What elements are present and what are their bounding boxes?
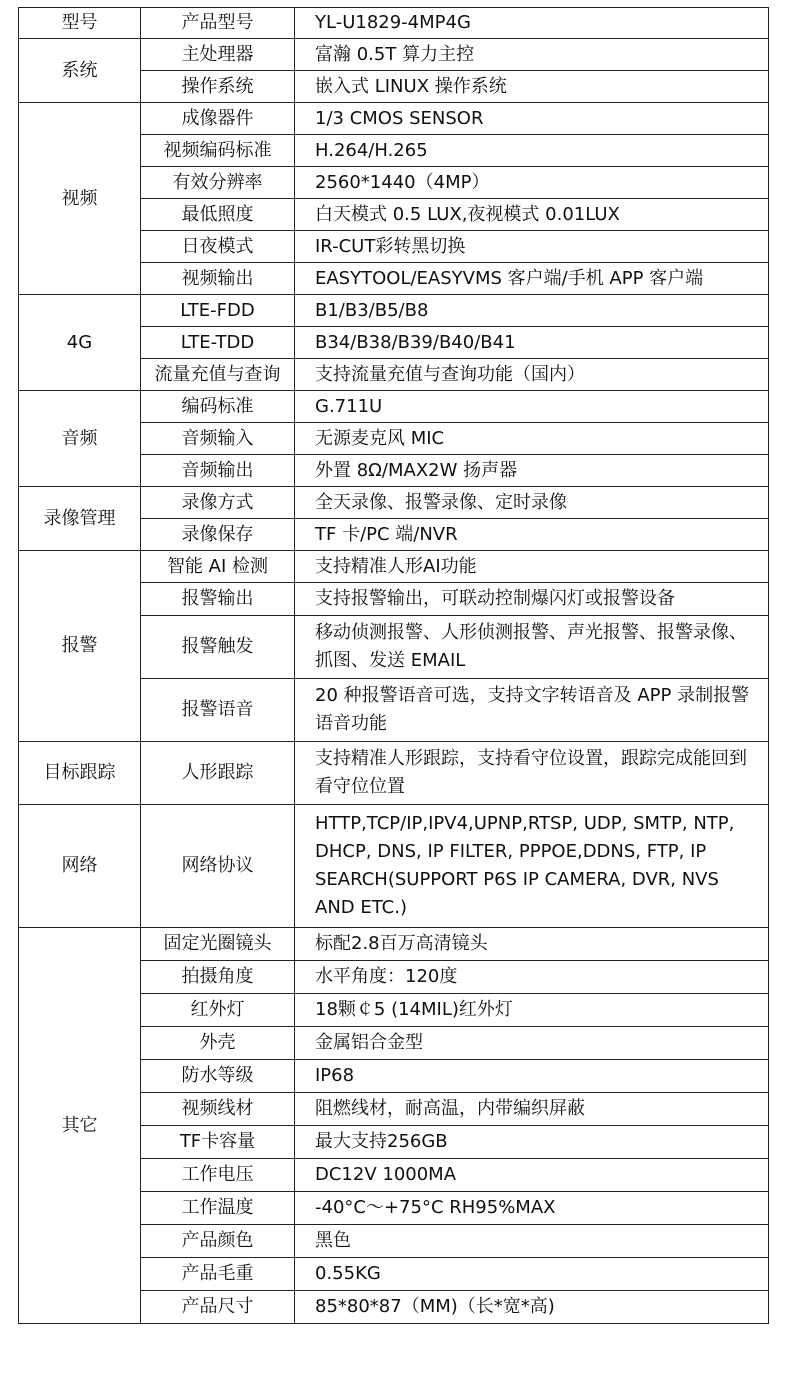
category-cell: 音频 xyxy=(19,391,141,487)
item-cell: 网络协议 xyxy=(141,805,295,928)
item-cell: 产品颜色 xyxy=(141,1225,295,1258)
item-cell: 录像方式 xyxy=(141,487,295,519)
item-cell: 视频输出 xyxy=(141,263,295,295)
item-cell: 日夜模式 xyxy=(141,231,295,263)
item-cell: 流量充值与查询 xyxy=(141,359,295,391)
item-cell: 音频输出 xyxy=(141,455,295,487)
category-cell: 其它 xyxy=(19,928,141,1324)
value-cell: B1/B3/B5/B8 xyxy=(295,295,769,327)
item-cell: 拍摄角度 xyxy=(141,961,295,994)
category-cell: 视频 xyxy=(19,103,141,295)
item-cell: 报警触发 xyxy=(141,616,295,679)
item-cell: 报警输出 xyxy=(141,583,295,616)
item-cell: 工作电压 xyxy=(141,1159,295,1192)
spec-row xyxy=(19,391,769,423)
value-cell: -40°C～+75°C RH95%MAX xyxy=(295,1192,769,1225)
category-cell: 4G xyxy=(19,295,141,391)
value-cell: 最大支持256GB xyxy=(295,1126,769,1159)
item-cell: 红外灯 xyxy=(141,994,295,1027)
value-cell: 全天录像、报警录像、定时录像 xyxy=(295,487,769,519)
item-cell: 智能 AI 检测 xyxy=(141,551,295,583)
item-cell: 产品尺寸 xyxy=(141,1291,295,1324)
value-cell: IP68 xyxy=(295,1060,769,1093)
item-cell: 外壳 xyxy=(141,1027,295,1060)
category-cell: 型号 xyxy=(19,8,141,39)
value-cell: 富瀚 0.5T 算力主控 xyxy=(295,39,769,71)
item-cell: TF卡容量 xyxy=(141,1126,295,1159)
spec-row xyxy=(19,742,769,805)
value-cell: B34/B38/B39/B40/B41 xyxy=(295,327,769,359)
value-cell: DC12V 1000MA xyxy=(295,1159,769,1192)
item-cell: 防水等级 xyxy=(141,1060,295,1093)
value-cell: 无源麦克风 MIC xyxy=(295,423,769,455)
value-cell: EASYTOOL/EASYVMS 客户端/手机 APP 客户端 xyxy=(295,263,769,295)
spec-table xyxy=(18,7,769,1324)
item-cell: 工作温度 xyxy=(141,1192,295,1225)
value-cell: 黑色 xyxy=(295,1225,769,1258)
value-cell: 阻燃线材，耐高温，内带编织屏蔽 xyxy=(295,1093,769,1126)
category-cell: 系统 xyxy=(19,39,141,103)
value-cell: 水平角度：120度 xyxy=(295,961,769,994)
value-cell: 移动侦测报警、人形侦测报警、声光报警、报警录像、抓图、发送 EMAIL xyxy=(295,616,769,679)
item-cell: 视频线材 xyxy=(141,1093,295,1126)
value-cell: 1/3 CMOS SENSOR xyxy=(295,103,769,135)
item-cell: 音频输入 xyxy=(141,423,295,455)
item-cell: 操作系统 xyxy=(141,71,295,103)
value-cell: 嵌入式 LINUX 操作系统 xyxy=(295,71,769,103)
value-cell: 白天模式 0.5 LUX,夜视模式 0.01LUX xyxy=(295,199,769,231)
value-cell: G.711U xyxy=(295,391,769,423)
item-cell: 产品毛重 xyxy=(141,1258,295,1291)
value-cell: IR-CUT彩转黑切换 xyxy=(295,231,769,263)
spec-row xyxy=(19,487,769,519)
item-cell: LTE-FDD xyxy=(141,295,295,327)
item-cell: 成像器件 xyxy=(141,103,295,135)
value-cell: 支持精准人形跟踪，支持看守位设置，跟踪完成能回到看守位位置 xyxy=(295,742,769,805)
spec-row xyxy=(19,551,769,583)
value-cell: YL-U1829-4MP4G xyxy=(295,8,769,39)
item-cell: 产品型号 xyxy=(141,8,295,39)
value-cell: 支持精准人形AI功能 xyxy=(295,551,769,583)
value-cell: 外置 8Ω/MAX2W 扬声器 xyxy=(295,455,769,487)
item-cell: 有效分辨率 xyxy=(141,167,295,199)
value-cell: 20 种报警语音可选，支持文字转语音及 APP 录制报警语音功能 xyxy=(295,679,769,742)
category-cell: 目标跟踪 xyxy=(19,742,141,805)
value-cell: 85*80*87（MM)（长*宽*高) xyxy=(295,1291,769,1324)
category-cell: 报警 xyxy=(19,551,141,742)
value-cell: TF 卡/PC 端/NVR xyxy=(295,519,769,551)
item-cell: 报警语音 xyxy=(141,679,295,742)
category-cell: 网络 xyxy=(19,805,141,928)
item-cell: 最低照度 xyxy=(141,199,295,231)
spec-row xyxy=(19,8,769,39)
category-cell: 录像管理 xyxy=(19,487,141,551)
value-cell: 金属铝合金型 xyxy=(295,1027,769,1060)
value-cell: 支持流量充值与查询功能（国内） xyxy=(295,359,769,391)
item-cell: 人形跟踪 xyxy=(141,742,295,805)
spec-row xyxy=(19,805,769,928)
item-cell: 录像保存 xyxy=(141,519,295,551)
item-cell: 固定光圈镜头 xyxy=(141,928,295,961)
value-cell: H.264/H.265 xyxy=(295,135,769,167)
spec-table-body xyxy=(19,8,769,1324)
value-cell: 2560*1440（4MP） xyxy=(295,167,769,199)
item-cell: 视频编码标准 xyxy=(141,135,295,167)
spec-row xyxy=(19,39,769,71)
item-cell: 编码标准 xyxy=(141,391,295,423)
value-cell: HTTP,TCP/IP,IPV4,UPNP,RTSP, UDP, SMTP, NTP, DHCP, DNS, IP FILTER, PPPOE,DDNS, FTP, IP SEARCH(SUPPORT P6S IP CAMERA, DVR, NVS AND ETC.) xyxy=(295,805,769,928)
item-cell: LTE-TDD xyxy=(141,327,295,359)
spec-row xyxy=(19,928,769,961)
spec-row xyxy=(19,103,769,135)
item-cell: 主处理器 xyxy=(141,39,295,71)
value-cell: 标配2.8百万高清镜头 xyxy=(295,928,769,961)
value-cell: 18颗￠5 (14MIL)红外灯 xyxy=(295,994,769,1027)
value-cell: 支持报警输出，可联动控制爆闪灯或报警设备 xyxy=(295,583,769,616)
spec-row xyxy=(19,295,769,327)
value-cell: 0.55KG xyxy=(295,1258,769,1291)
